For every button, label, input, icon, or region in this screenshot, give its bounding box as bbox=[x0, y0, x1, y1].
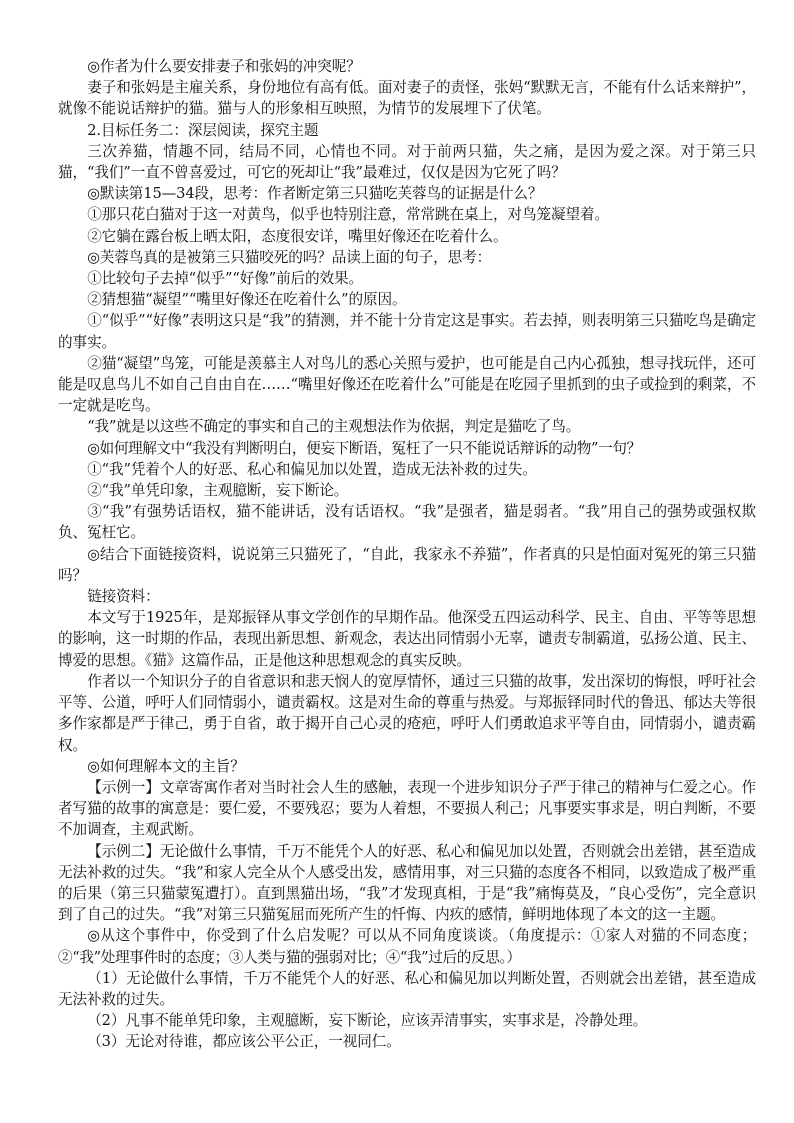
question-link-material: ◎结合下面链接资料，说说第三只猫死了，“自此，我家永不养猫”，作者真的只是怕面对冤死的第三只猫吗？ bbox=[58, 545, 756, 584]
document-page bbox=[58, 56, 756, 1053]
answer-misjudgement-3: ③“我”有强势话语权，猫不能讲话，没有话语权。“我”是强者，猫是弱者。“我”用自己的强势或强权欺负、冤枉它。 bbox=[58, 503, 756, 542]
answer-misjudgement-2: ②“我”单凭印象，主观臆断，妄下断论。 bbox=[87, 482, 349, 500]
question-conflict: ◎作者为什么要安排妻子和张妈的冲突呢？ bbox=[87, 58, 361, 75]
question-evidence: ◎默读第15—34段，思考：作者断定第三只猫吃芙蓉鸟的证据是什么？ bbox=[87, 185, 543, 203]
question-bird-death: ◎芙蓉鸟真的是被第三只猫咬死的吗？品读上面的句子，思考： bbox=[87, 248, 492, 266]
answer-conflict: 妻子和张妈是主雇关系，身份地位有高有低。面对妻子的责怪，张妈“默默无言，不能有什么话来辩护”，就像不能说话辩护的猫。猫与人的形象相互映照，为情节的发展埋下了伏笔。 bbox=[58, 79, 756, 118]
example-two: 【示例二】无论做什么事情，千万不能凭个人的好恶、私心和偏见加以处置，否则就会出差错，甚至造成无法补救的过失。“我”和家人完全从个人感受出发，感情用事，对三只猫的态度各不相同，以致造成了极严重的后果（第三只猫蒙冤遭打）。直到黑猫出场，“我”才发现真相，于是“我”痛悔莫及，“良心受伤”，完全意识到了自己的过失。“我”对第三只猫冤屈而死所产生的忏悔、内疚的感情，鲜明地体现了本文的这一主题。 bbox=[58, 842, 756, 924]
inspiration-1: （1）无论做什么事情，千万不能凭个人的好恶、私心和偏见加以判断处置，否则就会出差错，甚至造成无法补救的过失。 bbox=[58, 969, 756, 1008]
answer-misjudgement-1: ①“我”凭着个人的好恶、私心和偏见加以处置，造成无法补救的过失。 bbox=[87, 460, 537, 478]
inspiration-3: （3）无论对待谁，都应该公平公正，一视同仁。 bbox=[87, 1033, 401, 1051]
answer-guess: ②猫“凝望”鸟笼，可能是羡慕主人对鸟儿的悉心关照与爱护，也可能是自己内心孤独，想寻找玩伴，还可能是叹息鸟儿不如自己自由自在……“嘴里好像还在吃着什么”可能是在吃园子里抓到的虫子或捡到的剩菜，不一定就是吃鸟。 bbox=[58, 354, 756, 415]
intro-three-cats: 三次养猫，情趣不同，结局不同，心情也不同。对于前两只猫，失之痛，是因为爱之深。对于第三只猫，“我们”一直不曾喜爱过，可它的死却让“我”最难过，仅仅是因为它死了吗？ bbox=[58, 142, 756, 182]
question-theme: ◎如何理解本文的主旨？ bbox=[87, 757, 245, 775]
task-compare-sentences: ①比较句子去掉“似乎”“好像”前后的效果。 bbox=[87, 270, 364, 288]
link-material-paragraph-2: 作者以一个知识分子的自省意识和悲天悯人的宽厚情怀，通过三只猫的故事，发出深切的悔恨，呼吁社会平等、公道，呼吁人们同情弱小，谴责霸权。这是对生命的尊重与热爱。与郑振铎同时代的鲁迅、郁达夫等很多作家都是严于律己，勇于自省，敢于揭开自己心灵的疮疤，呼吁人们勇敢追求平等自由，同情弱小，谴责霸权。 bbox=[58, 672, 756, 754]
section-heading-task-2: 2.目标任务二：深层阅读，探究主题 bbox=[87, 121, 319, 139]
evidence-2: ②它躺在露台板上晒太阳，态度很安详，嘴里好像还在吃着什么。 bbox=[87, 227, 508, 245]
task-guess-reason: ②猜想猫“凝望”“嘴里好像还在吃着什么”的原因。 bbox=[87, 291, 407, 309]
link-material-paragraph-1: 本文写于1925年，是郑振铎从事文学创作的早期作品。他深受五四运动科学、民主、自由、平等等思想的影响，这一时期的作品，表现出新思想、新观念，表达出同情弱小无辜，谴责专制霸道，弘扬公道、民主、博爱的思想。《猫》这篇作品，正是他这种思想观念的真实反映。 bbox=[58, 609, 756, 669]
question-inspiration: ◎从这个事件中，你受到了什么启发呢？可以从不同角度谈谈。（角度提示：①家人对猫的不同态度；②“我”处理事件时的态度；③人类与猫的强弱对比；④“我”过后的反思。） bbox=[58, 927, 756, 966]
link-material-label: 链接资料： bbox=[87, 588, 160, 606]
inspiration-2: （2）凡事不能单凭印象，主观臆断，妄下断论，应该弄清事实，实事求是，冷静处理。 bbox=[87, 1012, 648, 1030]
conclusion-judgement: “我”就是以这些不确定的事实和自己的主观想法作为依据，判定是猫吃了鸟。 bbox=[87, 418, 581, 436]
answer-compare: ①“似乎”“好像”表明这只是“我”的猜测，并不能十分肯定这是事实。若去掉，则表明第三只猫吃鸟是确定的事实。 bbox=[58, 312, 756, 351]
example-one: 【示例一】文章寄寓作者对当时社会人生的感触，表现一个进步知识分子严于律己的精神与仁爱之心。作者写猫的故事的寓意是：要仁爱，不要残忍；要为人着想，不要损人利己；凡事要实事求是，明白判断，不要不加调查，主观武断。 bbox=[58, 778, 756, 839]
evidence-1: ①那只花白猫对于这一对黄鸟，似乎也特别注意，常常跳在桌上，对鸟笼凝望着。 bbox=[87, 206, 609, 224]
question-misjudgement: ◎如何理解文中“我没有判断明白，便妄下断语，冤枉了一只不能说话辩诉的动物”一句？ bbox=[87, 439, 641, 457]
